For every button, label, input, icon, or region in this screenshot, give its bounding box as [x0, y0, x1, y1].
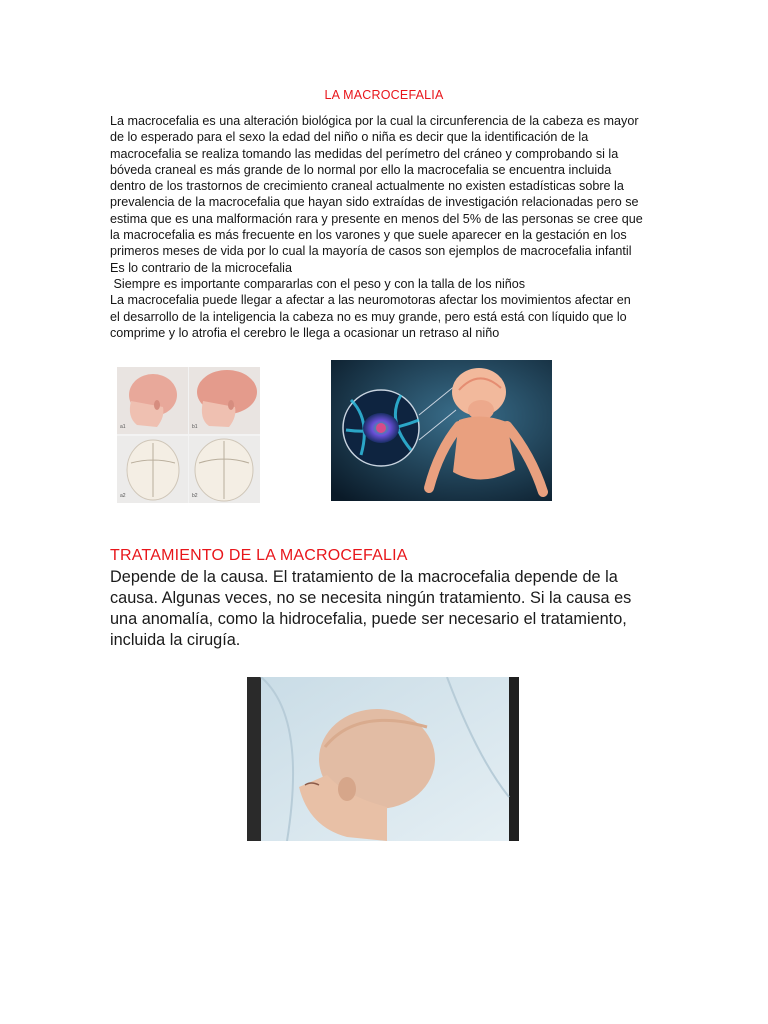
intro-paragraph — [110, 113, 655, 341]
document-title: LA MACROCEFALIA — [324, 88, 444, 102]
baby-head-photo — [247, 677, 519, 841]
intro-line: macrocefalia se realiza tomando las medidas del perímetro del cráneo y comprobando si la — [110, 146, 619, 161]
intro-line: comprime y lo atrofia el cerebro le llega a ocasionar un retraso al niño — [110, 325, 500, 340]
brain-cells-illustration — [331, 360, 552, 501]
intro-line: de lo esperado para el sexo la edad del niño o niña es decir que la identificación de la — [110, 130, 589, 145]
intro-line: la macrocefalia es más frecuente en los varones y que suele aparecer en la gestación en los — [110, 228, 627, 243]
treatment-paragraph — [110, 567, 650, 651]
figure-label: a2 — [120, 493, 126, 499]
treatment-heading: TRATAMIENTO DE LA MACROCEFALIA — [110, 547, 408, 564]
intro-line: primeros meses de vida por lo cual la mayoría de casos son ejemplos de macrocefalia infantil — [110, 244, 632, 259]
intro-line: La macrocefalia es una alteración biológica por la cual la circunferencia de la cabeza es mayor — [110, 114, 639, 128]
intro-line: bóveda craneal es más grande de lo normal por ello la macrocefalia se encuentra incluida — [110, 162, 612, 177]
treatment-line: una anomalía, como la hidrocefalia, puede ser necesario el tratamiento, — [110, 610, 627, 628]
figure-label: a1 — [120, 424, 126, 430]
figure-label: b2 — [192, 493, 198, 499]
intro-line: dentro de los trastornos de crecimiento craneal actualmente no existen estadísticas sobre la — [110, 179, 624, 194]
figure-label: b1 — [192, 424, 198, 430]
treatment-line: causa. Algunas veces, no se necesita ningún tratamiento. Si la causa es — [110, 589, 632, 607]
skull-comparison-image — [117, 367, 260, 503]
intro-line: prevalencia de la macrocefalia que hayan sido extraídas de investigación relacionadas pero se — [110, 195, 639, 210]
treatment-line: Depende de la causa. El tratamiento de la macrocefalia depende de la — [110, 568, 618, 586]
intro-line: La macrocefalia puede llegar a afectar a las neuromotoras afectar los movimientos afectar en — [110, 293, 631, 308]
treatment-line: incluida la cirugía. — [110, 631, 241, 649]
intro-line: estima que es una malformación rara y presente en menos del 5% de las personas se cree que — [110, 211, 643, 226]
intro-line: Es lo contrario de la microcefalia — [110, 260, 292, 275]
intro-line: el desarrollo de la inteligencia la cabeza no es muy grande, pero está está con líquido que lo — [110, 309, 627, 324]
intro-line: Siempre es importante compararlas con el peso y con la talla de los niños — [110, 276, 526, 291]
